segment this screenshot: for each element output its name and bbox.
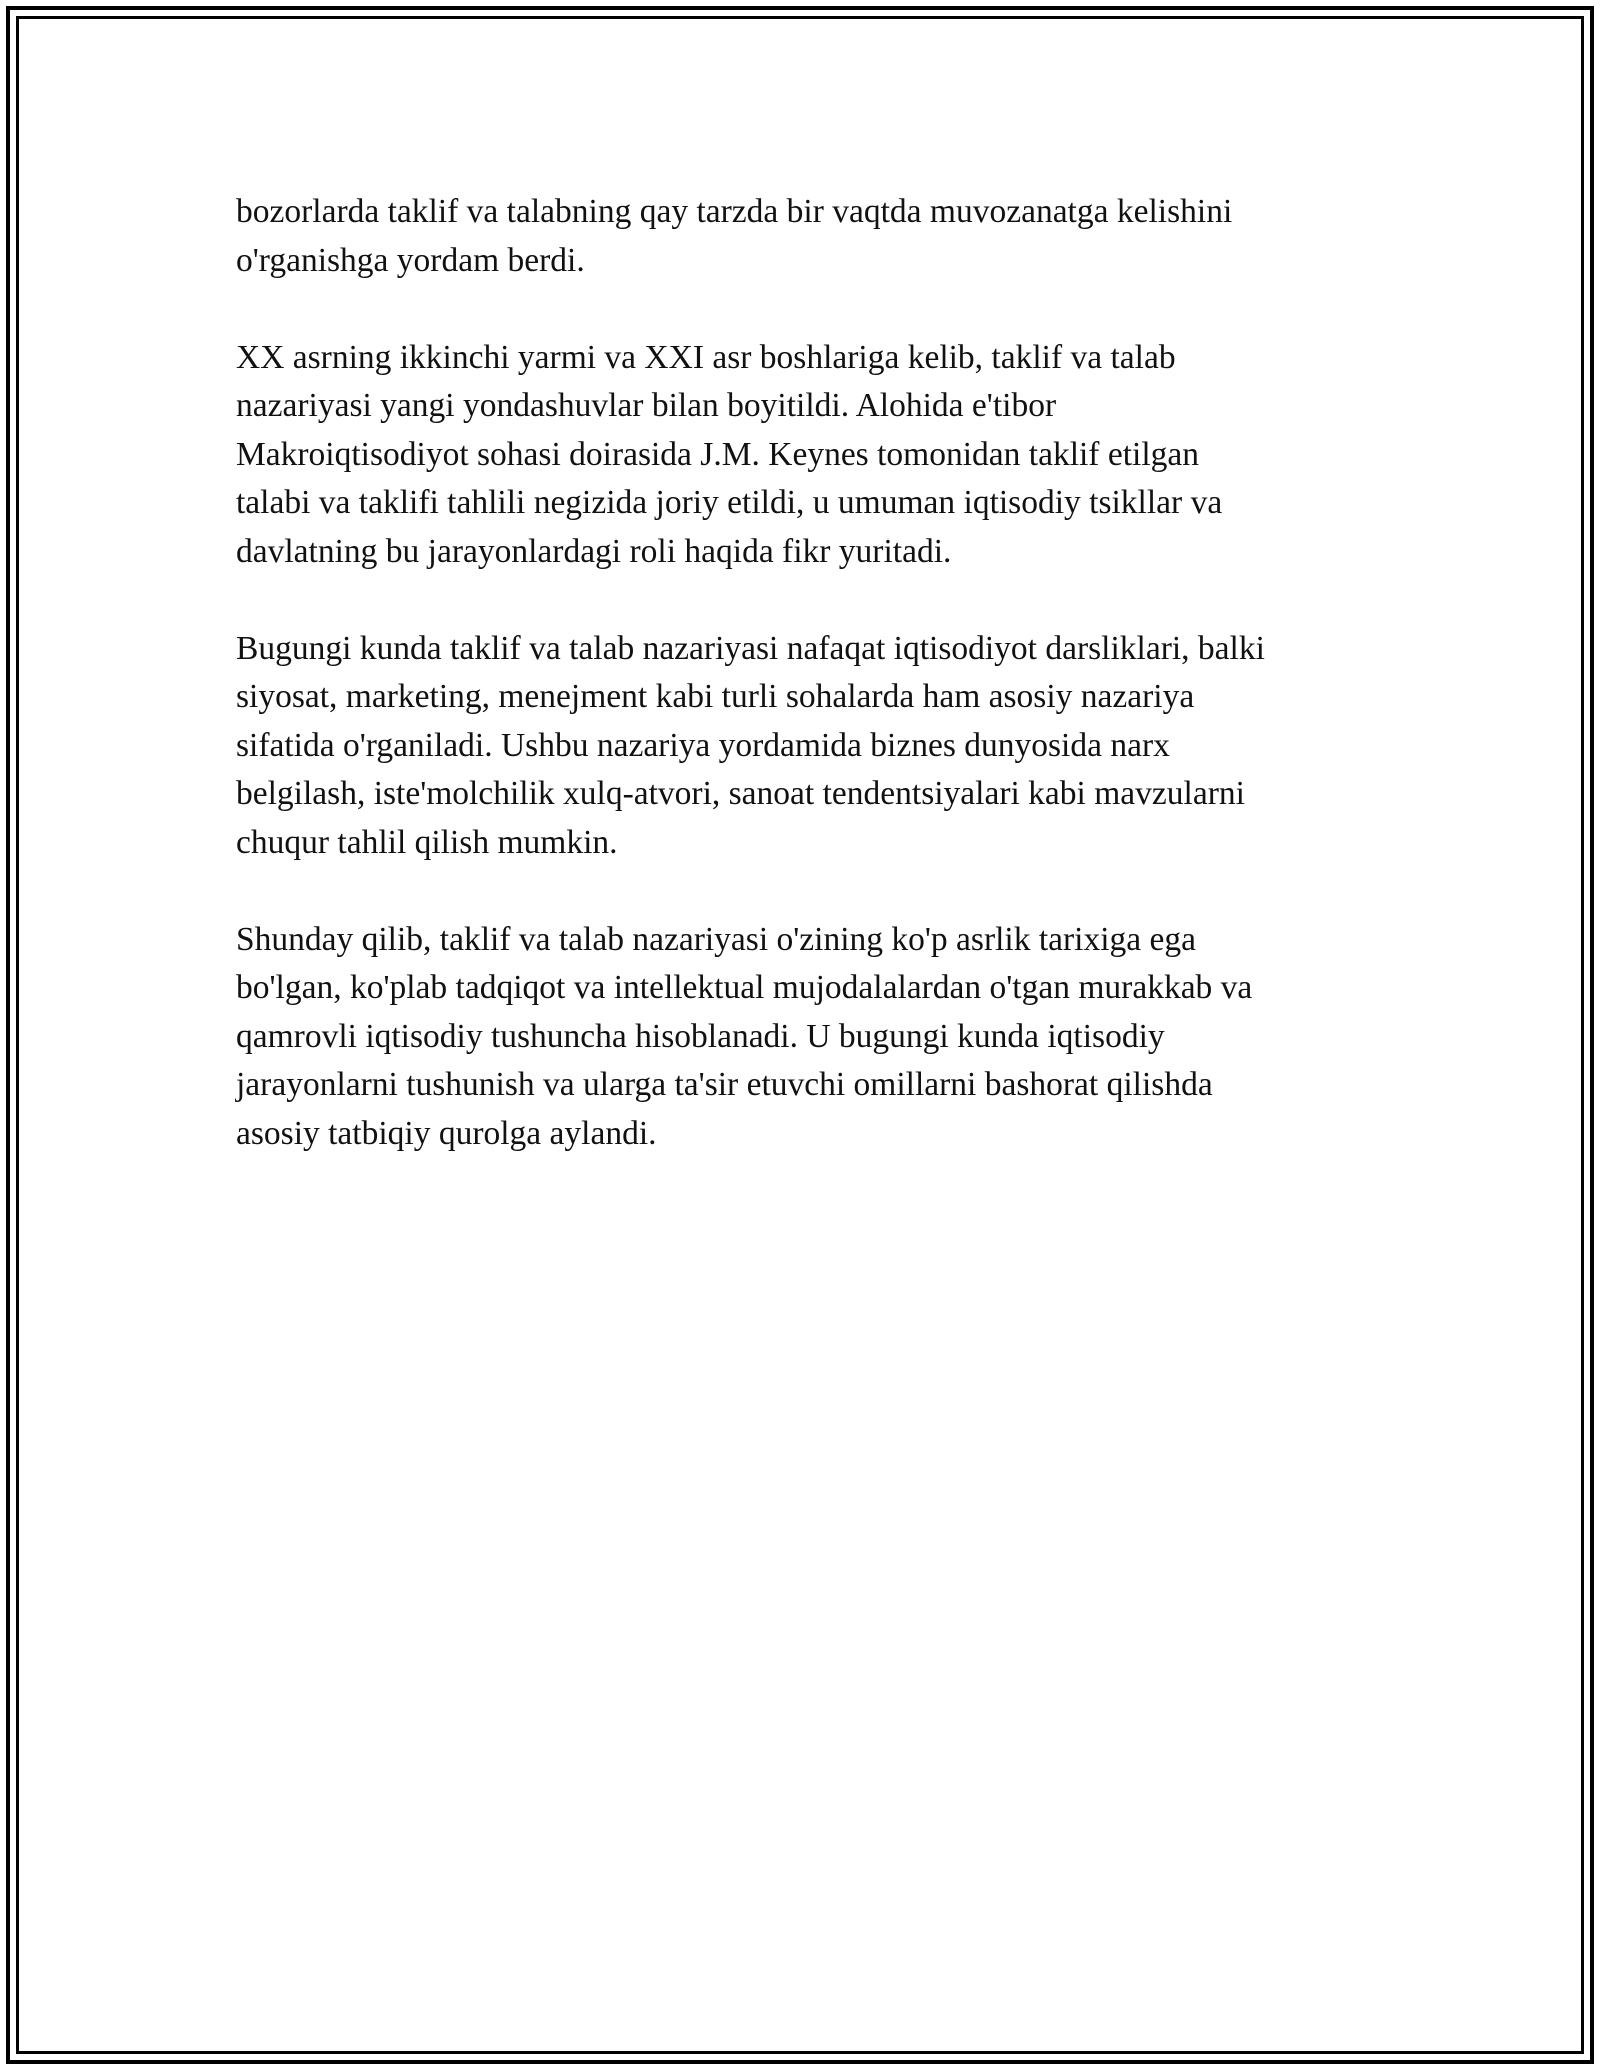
text-line: davlatning bu jarayonlardagi roli haqida fikr yuritadi.	[236, 532, 952, 570]
text-line: bozorlarda taklif va talabning qay tarzda bir vaqtda muvozanatga kelishini	[236, 193, 1233, 230]
text-line: belgilash, iste'molchilik xulq-atvori, sanoat tendentsiyalari kabi mavzularni	[236, 775, 1245, 812]
paragraph-4	[236, 916, 1376, 1159]
text-line: nazariyasi yangi yondashuvlar bilan boyitildi. Alohida e'tibor	[236, 387, 1057, 424]
text-line: o'rganishga yordam berdi.	[236, 241, 585, 279]
text-line: siyosat, marketing, menejment kabi turli sohalarda ham asosiy nazariya	[236, 678, 1195, 715]
text-line: Shunday qilib, taklif va talab nazariyasi o'zining ko'p asrlik tarixiga ega	[236, 920, 1197, 958]
text-line: talabi va taklifi tahlili negizida joriy etildi, u umuman iqtisodiy tsikllar va	[236, 484, 1223, 521]
text-line: qamrovli iqtisodiy tushuncha hisoblanadi. U bugungi kunda iqtisodiy	[236, 1017, 1165, 1055]
document-body	[236, 188, 1376, 1207]
paragraph-1	[236, 188, 1376, 285]
text-line: sifatida o'rganiladi. Ushbu nazariya yordamida biznes dunyosida narx	[236, 726, 1170, 764]
text-line: bo'lgan, ko'plab tadqiqot va intellektual mujodalalardan o'tgan murakkab va	[236, 969, 1253, 1006]
text-line: asosiy tatbiqiy qurolga aylandi.	[236, 1114, 657, 1152]
text-line: chuqur tahlil qilish mumkin.	[236, 823, 618, 861]
paragraph-2	[236, 334, 1376, 577]
text-line: Bugungi kunda taklif va talab nazariyasi nafaqat iqtisodiyot darsliklari, balki	[236, 629, 1265, 667]
text-line: XX asrning ikkinchi yarmi va XXI asr boshlariga kelib, taklif va talab	[236, 338, 1176, 376]
text-line: jarayonlarni tushunish va ularga ta'sir etuvchi omillarni bashorat qilishda	[236, 1066, 1213, 1103]
paragraph-3	[236, 625, 1376, 868]
text-line: Makroiqtisodiyot sohasi doirasida J.M. Keynes tomonidan taklif etilgan	[236, 435, 1199, 473]
